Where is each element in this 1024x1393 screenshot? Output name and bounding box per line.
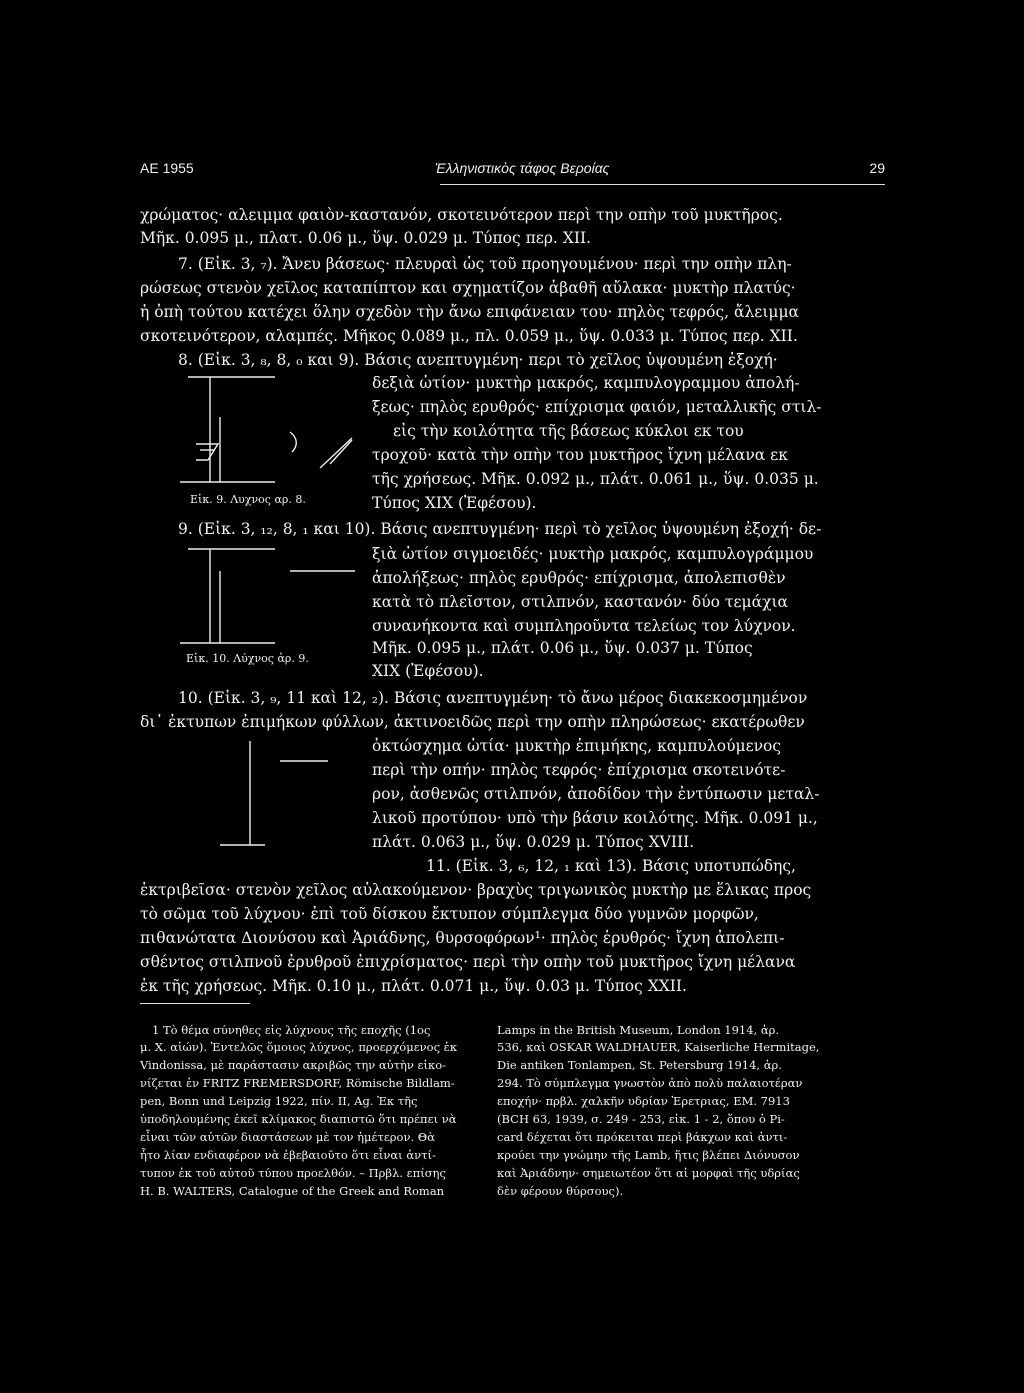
figure-11-drawing <box>220 733 370 853</box>
footnote-line: 536, καὶ OSKAR WALDHAUER, Kaiserliche Hermitage, <box>497 1040 820 1054</box>
footnote-rule <box>140 1003 250 1004</box>
body-line: 9. (Εἰκ. 3, ₁₂, 8, ₁ και 10). Βάσις ανεπτυγμένη· περὶ τὸ χεῖλος ὑψουμένη ἐξοχή· δε- <box>178 520 822 538</box>
body-line: δι᾽ ἐκτυπων ἐπιμήκων φύλλων, ἀκτινοειδῶς περὶ την οπὴν πληρώσεως· εκατέρωθεν <box>140 713 805 731</box>
body-line: 11. (Εἰκ. 3, ₆, 12, ₁ καὶ 13). Βάσις υποτυπώδης, <box>426 857 796 875</box>
body-line: ἐκτριβεῖσα· στενὸν χεῖλος αὐλακούμενον· βραχὺς τριγωνικὸς μυκτὴρ με ἕλικας προς <box>140 881 812 899</box>
body-line: 10. (Εἰκ. 3, ₉, 11 καὶ 12, ₂). Βάσις ανεπτυγμένη· τὸ ἄνω μέρος διακεκοσμημένον <box>178 689 808 707</box>
journal-abbrev: ΑΕ 1955 <box>140 160 194 176</box>
body-line: πλάτ. 0.063 μ., ὕψ. 0.029 μ. Τύπος XVIII. <box>372 833 695 851</box>
footnote-line: εποχήν· πρβλ. χαλκῆν υδρίαν Ἐρετριας, ΕΜ. 7913 <box>497 1094 790 1108</box>
figure-10-drawing <box>180 541 370 651</box>
body-line: ἡ ὀπὴ τούτου κατέχει ὅλην σχεδὸν τὴν ἄνω επιφάνειαν του· πηλὸς τεφρός, ἄλειμμα <box>140 303 800 321</box>
body-line: τὸ σῶμα τοῦ λύχνου· ἐπὶ τοῦ δίσκου ἔκτυπον σύμπλεγμα δύο γυμνῶν μορφῶν, <box>140 905 759 923</box>
header-rule <box>440 184 885 185</box>
footnote-line: H. B. WALTERS, Catalogue of the Greek and Roman <box>140 1184 445 1198</box>
body-line: ΧΙΧ (Ἐφέσου). <box>372 662 484 680</box>
body-line: ρώσεως στενὸν χεῖλος καταπίπτον και σχηματίζον ἀβαθῆ αὔλακα· μυκτὴρ πλατύς· <box>140 279 796 297</box>
body-line: Μῆκ. 0.095 μ., πλάτ. 0.06 μ., ὕψ. 0.037 μ. Τύπος <box>372 639 753 657</box>
footnote-line: Lamps in the British Museum, London 1914, ἀρ. <box>497 1023 780 1037</box>
body-line: λικοῦ προτύπου· υπὸ τὴν βάσιν κοιλότης. Μῆκ. 0.091 μ., <box>372 809 818 827</box>
footnote-line: τυπον ἐκ τοῦ αὐτοῦ τύπου προελθόν. – Πρβλ. επίσης <box>140 1166 446 1180</box>
footnote-line: Vindonissa, μὲ παράστασιν ακριβῶς την αὐτὴν εἰκο- <box>140 1058 447 1072</box>
body-line: περὶ τὴν οπήν· πηλὸς τεφρός· ἐπίχρισμα σκοτεινότε- <box>372 761 786 779</box>
body-line: Μῆκ. 0.095 μ., πλατ. 0.06 μ., ὕψ. 0.029 μ. Τύπος περ. ΧΙΙ. <box>140 229 591 247</box>
body-line: χρώματος· αλειμμα φαιὸν-καστανόν, σκοτεινότερον περὶ την οπὴν τοῦ μυκτῆρος. <box>140 206 783 224</box>
body-line: ξιὰ ὠτίον σιγμοειδές· μυκτὴρ μακρός, καμπυλογράμμου <box>372 545 814 563</box>
footnote-line: κρούει την γνώμην τῆς Lamb, ἥτις βλέπει Διόνυσον <box>497 1148 800 1162</box>
footnote-line: δὲν φέρουν θύρσους). <box>497 1184 624 1198</box>
footnote-line: 294. Τὸ σύμπλεγμα γνωστὸν ἀπὸ πολὺ παλαιοτέραν <box>497 1076 803 1090</box>
figure-9-drawing <box>180 372 370 492</box>
figure-10-caption: Εἰκ. 10. Λύχνος ἀρ. 9. <box>186 652 309 665</box>
body-line: σκοτεινότερον, αλαμπές. Μῆκος 0.089 μ., πλ. 0.059 μ., ὕψ. 0.033 μ. Τύπος περ. ΧΙΙ. <box>140 327 798 345</box>
body-line: 7. (Εἰκ. 3, ₇). Ἄνευ βάσεως· πλευραὶ ὡς τοῦ προηγουμένου· περὶ την οπὴν πλη- <box>178 255 792 273</box>
body-line: Τύπος ΧΙΧ (Ἐφέσου). <box>372 494 537 512</box>
footnote-line: καὶ Ἀριάδνην· σημειωτέον ὅτι αἱ μορφαὶ τῆς υδρίας <box>497 1166 800 1180</box>
body-line: τροχοῦ· κατὰ τὴν οπὴν του μυκτῆρος ἴχνη μέλανα εκ <box>372 446 788 464</box>
footnote-line: pen, Bonn und Leipzig 1922, πίν. II, Ag. Ἐκ τῆς <box>140 1094 418 1108</box>
body-line: 8. (Εἰκ. 3, ₈, 8, ₀ και 9). Βάσις ανεπτυγμένη· περι τὸ χεῖλος ὑψουμένη ἐξοχή· <box>178 351 778 369</box>
page-number: 29 <box>869 160 885 176</box>
figure-9-caption: Εἰκ. 9. Λυχνος αρ. 8. <box>190 493 306 506</box>
body-line: ξεως· πηλὸς ερυθρός· επίχρισμα φαιόν, μεταλλικῆς στιλ- <box>372 398 822 416</box>
body-line: ὀκτώσχημα ὠτία· μυκτὴρ ἐπιμήκης, καμπυλούμενος <box>372 737 782 755</box>
body-line: σθέντος στιλπνοῦ ἐρυθροῦ ἐπιχρίσματος· περὶ τὴν οπὴν τοῦ μυκτῆρος ἴχνη μέλανα <box>140 953 796 971</box>
footnote-line: ὑποδηλουμένης ἐκεῖ κλίμακος διαπιστῶ ὅτι πρέπει νὰ <box>140 1112 457 1126</box>
body-line: εἰς τὴν κοιλότητα τῆς βάσεως κύκλοι εκ του <box>393 422 744 440</box>
body-line: δεξιὰ ὠτίον· μυκτὴρ μακρός, καμπυλογραμμου ἀπολή- <box>372 374 800 392</box>
body-line: πιθανώτατα Διονύσου καὶ Ἀριάδνης, θυρσοφόρων¹· πηλὸς ἐρυθρός· ἴχνη ἀπολεπι- <box>140 929 785 947</box>
footnote-line: Die antiken Tonlampen, St. Petersburg 1914, ἀρ. <box>497 1058 782 1072</box>
body-line: τῆς χρήσεως. Μῆκ. 0.092 μ., πλάτ. 0.061 μ., ὕψ. 0.035 μ. <box>372 470 819 488</box>
footnote-line: μ. Χ. αἰών). Ἐντελῶς ὅμοιος λύχνος, προερχόμενος ἐκ <box>140 1040 458 1054</box>
footnote-line: νίζεται ἐν FRITZ FREMERSDORF, Römische Bildlam- <box>140 1076 455 1090</box>
body-line: ἐκ τῆς χρήσεως. Μῆκ. 0.10 μ., πλάτ. 0.071 μ., ὕψ. 0.03 μ. Τύπος XXII. <box>140 977 687 995</box>
footnote-line: ἦτο λίαν ενδιαφέρον νὰ ἐβεβαιοῦτο ὅτι εἶναι ἀντί- <box>140 1148 436 1162</box>
footnote-line: card δέχεται ὅτι πρόκειται περὶ βάκχων καὶ ἀντι- <box>497 1130 788 1144</box>
body-line: συνανήκοντα καὶ συμπληροῦντα τελείως τον λύχνον. <box>372 617 796 635</box>
footnote-line: (BCH 63, 1939, σ. 249 - 253, εἰκ. 1 - 2, ὅπου ὁ Pi- <box>497 1112 785 1126</box>
body-line: ρον, ἀσθενῶς στιλπνόν, ἀποδίδον τὴν ἐντύπωσιν μεταλ- <box>372 785 820 803</box>
footnote-line: 1 Τὸ θέμα σύνηθες εἰς λύχνους τῆς εποχῆς (1ος <box>152 1023 431 1037</box>
footnote-line: εἶναι τῶν αὐτῶν διαστάσεων μὲ τον ἡμέτερον. Θὰ <box>140 1130 435 1144</box>
running-title: Ἑλληνιστικὸς τάφος Βεροίας <box>435 160 610 176</box>
body-line: κατὰ τὸ πλεῖστον, στιλπνόν, καστανόν· δύο τεμάχια <box>372 593 789 611</box>
body-line: ἀπολήξεως· πηλὸς ερυθρός· επίχρισμα, ἀπολεπισθὲν <box>372 569 786 587</box>
page-header <box>140 160 885 180</box>
